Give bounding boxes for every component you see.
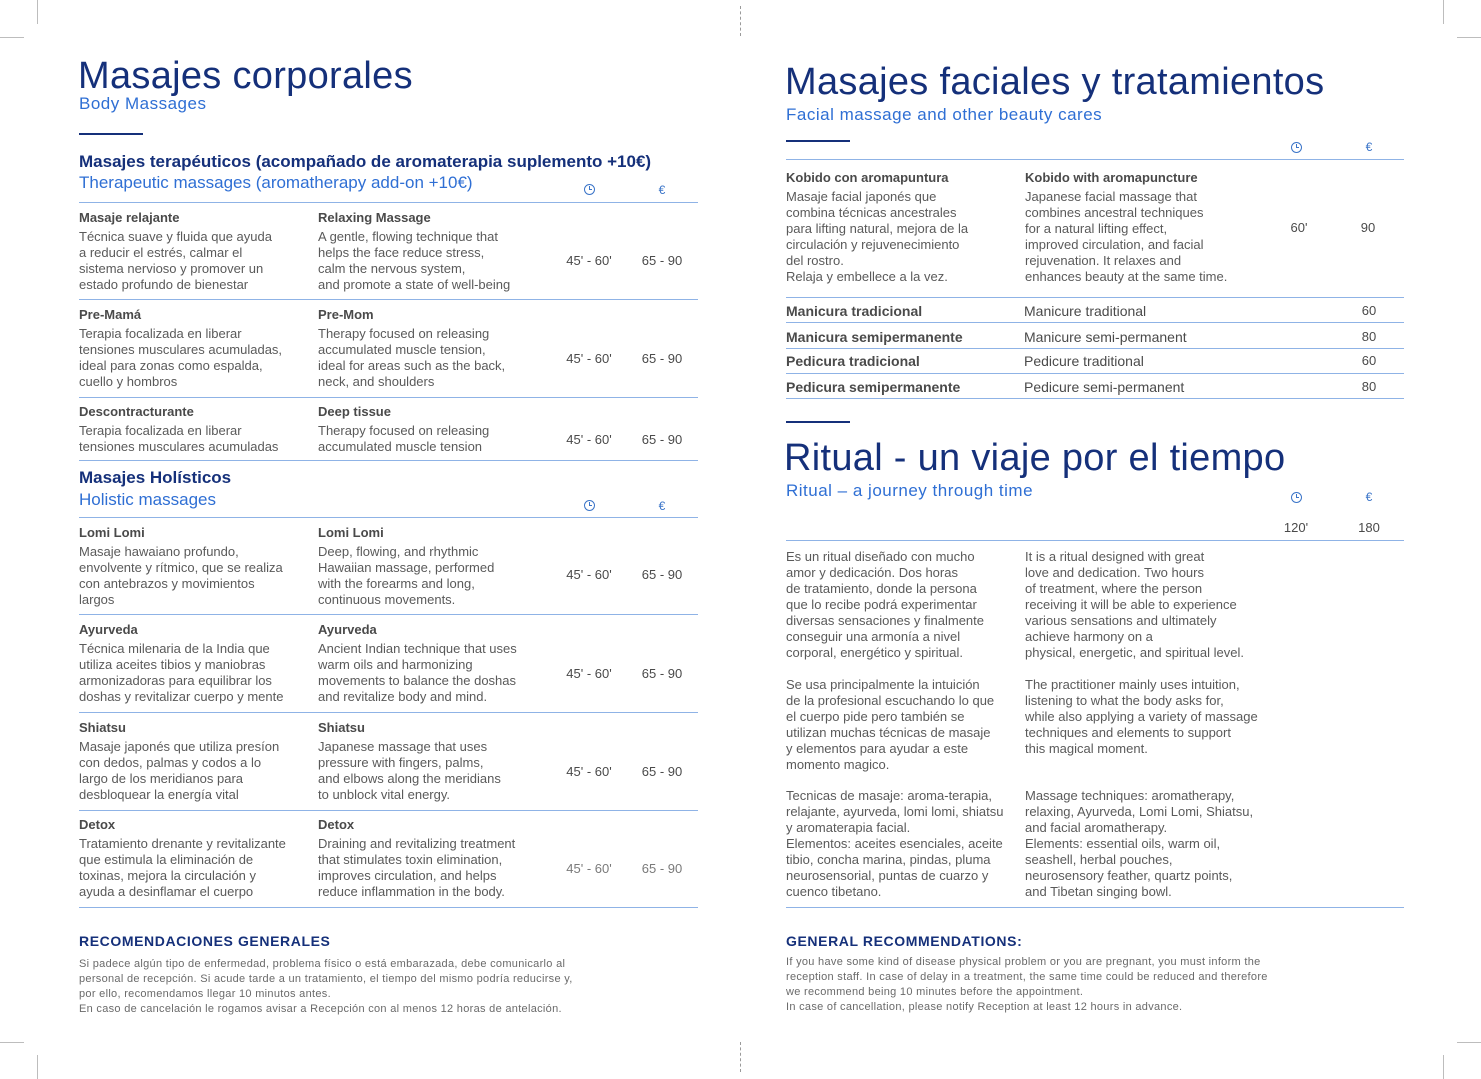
page-title: Masajes faciales y tratamientos bbox=[785, 61, 1325, 103]
item-name-en: Relaxing Massage bbox=[318, 210, 431, 225]
item-name-es: Masaje relajante bbox=[79, 210, 180, 225]
list-item bbox=[79, 307, 698, 397]
item-duration: 45' - 60' bbox=[566, 764, 612, 779]
divider bbox=[79, 712, 698, 713]
clock-icon bbox=[579, 500, 599, 514]
divider bbox=[79, 810, 698, 811]
divider bbox=[786, 322, 1404, 323]
list-item bbox=[79, 622, 698, 712]
euro-icon: € bbox=[1365, 140, 1373, 154]
clock-icon bbox=[1286, 492, 1306, 506]
item-name-en: Ayurveda bbox=[318, 622, 377, 637]
fold-mark bbox=[740, 6, 741, 36]
list-item bbox=[786, 348, 1404, 372]
list-item bbox=[786, 298, 1404, 322]
item-desc-en: A gentle, flowing technique that helps the face reduce stress, calm the nervous system, and promote a state of well-being bbox=[318, 229, 511, 292]
crop-mark bbox=[0, 1042, 24, 1043]
crop-mark bbox=[0, 37, 24, 38]
item-name-es: Pedicura tradicional bbox=[786, 353, 920, 369]
item-price: 80 bbox=[1361, 329, 1377, 344]
item-desc-es: Técnica suave y fluida que ayuda a reducir el estrés, calmar el sistema nervioso y promover un estado profundo de bienestar bbox=[79, 229, 272, 292]
item-name-es: Pre-Mamá bbox=[79, 307, 142, 322]
item-price: 65 - 90 bbox=[641, 351, 683, 366]
ritual-description-en: Massage techniques: aromatherapy, relaxing, Ayurveda, Lomi Lomi, Shiatsu, and facial aromatherapy. Elements: essential oils, warm oil, seashell, herbal pouches, neurosensory feather, quartz points, and Tibetan singing bowl. bbox=[1025, 788, 1254, 899]
item-price: 65 - 90 bbox=[641, 567, 683, 582]
ritual-description-en: The practitioner mainly uses intuition, listening to what the body asks for, while also applying a variety of massage techniques and elements to support this magical moment. bbox=[1025, 677, 1258, 756]
item-name-es: Shiatsu bbox=[79, 720, 126, 735]
divider bbox=[79, 907, 698, 908]
item-duration: 45' - 60' bbox=[566, 253, 612, 268]
item-name-en: Pre-Mom bbox=[318, 307, 374, 322]
recommendations-text: Si padece algún tipo de enfermedad, problema físico o está embarazada, debe comunicarlo al personal de recepción. Si acude tarde a un tratamiento, el tiempo del mismo podría reducirse y, por ello, recomendamos llegar 10 minutos antes. En caso de cancelación le rogamos avisar a Recepción con al menos 12 horas de antelación. bbox=[79, 958, 573, 1015]
item-name-en: Manicure traditional bbox=[1024, 303, 1147, 319]
item-price: 65 - 90 bbox=[641, 861, 683, 876]
item-price: 65 - 90 bbox=[641, 253, 683, 268]
list-item bbox=[79, 404, 698, 460]
recommendations-title: RECOMENDACIONES GENERALES bbox=[79, 933, 331, 949]
item-price: 65 - 90 bbox=[641, 432, 683, 447]
recommendations-text: If you have some kind of disease physical problem or you are pregnant, you must inform the reception staff. In case of delay in a treatment, the same time could be reduced and therefore we recommend being 10 minutes before the appointment. In case of cancellation, please notify Reception at least 12 hours in advance. bbox=[786, 956, 1268, 1013]
section-title: Masajes terapéuticos (acompañado de aromaterapia suplemento +10€) bbox=[79, 152, 652, 171]
section-subtitle: Holistic massages bbox=[79, 490, 216, 509]
item-name-en: Kobido with aromapuncture bbox=[1025, 170, 1198, 185]
accent-divider bbox=[79, 133, 143, 135]
ritual-description-es: Tecnicas de masaje: aroma-terapia, relajante, ayurveda, lomi lomi, shiatsu y aromaterapia facial. Elementos: aceites esenciales, aceite tibio, concha marina, pindas, pluma neurosensorial, puntas de cuarzo y cuenco tibetano. bbox=[786, 788, 1004, 899]
divider bbox=[79, 460, 698, 461]
list-item bbox=[79, 817, 698, 907]
item-desc-es: Tratamiento drenante y revitalizante que estimula la eliminación de toxinas, mejora la circulación y ayuda a desinflamar el cuerpo bbox=[79, 836, 286, 899]
list-item bbox=[79, 525, 698, 615]
item-desc-en: Therapy focused on releasing accumulated muscle tension, ideal for areas such as the back, neck, and shoulders bbox=[318, 326, 506, 389]
item-name-es: Pedicura semipermanente bbox=[786, 379, 961, 395]
recommendations-title: GENERAL RECOMMENDATIONS: bbox=[786, 933, 1023, 949]
item-desc-es: Terapia focalizada en liberar tensiones musculares acumuladas bbox=[79, 423, 279, 454]
item-duration: 45' - 60' bbox=[566, 351, 612, 366]
ritual-description-es: Se usa principalmente la intuición de la profesional escuchando lo que el cuerpo pide pero también se utilizan muchas técnicas de masaje y elementos para ayudar a este momento magico. bbox=[786, 677, 995, 772]
item-name-en: Pedicure traditional bbox=[1024, 353, 1144, 369]
euro-icon: € bbox=[658, 183, 666, 197]
item-name-es: Descontracturante bbox=[79, 404, 194, 419]
crop-mark bbox=[1457, 37, 1481, 38]
item-duration: 60' bbox=[1290, 220, 1308, 235]
list-item bbox=[79, 720, 698, 810]
clock-icon bbox=[579, 184, 599, 198]
ritual-description-es: Es un ritual diseñado con mucho amor y dedicación. Dos horas de tratamiento, donde la persona que lo recibe podrá experimentar diversas sensaciones y finalmente conseguir una armonía a nivel corporal, energético y spiritual. bbox=[786, 549, 984, 660]
ritual-title: Ritual - un viaje por el tiempo bbox=[784, 437, 1286, 479]
clock-icon bbox=[1286, 142, 1306, 156]
item-name-en: Detox bbox=[318, 817, 355, 832]
divider bbox=[786, 398, 1404, 399]
crop-mark bbox=[1443, 0, 1444, 24]
item-name-en: Pedicure semi-permanent bbox=[1024, 379, 1185, 395]
accent-divider bbox=[786, 140, 850, 142]
item-name-es: Manicura tradicional bbox=[786, 303, 923, 319]
item-name-es: Detox bbox=[79, 817, 116, 832]
section-subtitle: Therapeutic massages (aromatherapy add-on +10€) bbox=[79, 173, 473, 192]
page-title: Masajes corporales bbox=[78, 55, 413, 97]
divider bbox=[786, 540, 1404, 541]
divider bbox=[79, 397, 698, 398]
item-desc-en: Ancient Indian technique that uses warm oils and harmonizing movements to balance the doshas and revitalize body and mind. bbox=[318, 641, 517, 704]
page-subtitle: Facial massage and other beauty cares bbox=[786, 105, 1103, 124]
list-item bbox=[786, 170, 1404, 296]
crop-mark bbox=[37, 1055, 38, 1079]
divider bbox=[79, 614, 698, 615]
item-price: 60 bbox=[1361, 353, 1377, 368]
crop-mark bbox=[37, 0, 38, 24]
item-price: 80 bbox=[1361, 379, 1377, 394]
item-price: 90 bbox=[1360, 220, 1376, 235]
list-item bbox=[786, 324, 1404, 348]
divider bbox=[79, 517, 698, 518]
item-desc-en: Therapy focused on releasing accumulated muscle tension bbox=[318, 423, 490, 454]
item-desc-en: Japanese facial massage that combines ancestral techniques for a natural lifting effect, improved circulation, and facial rejuvenation. It relaxes and enhances beauty at the same time. bbox=[1025, 189, 1228, 284]
item-name-es: Manicura semipermanente bbox=[786, 329, 963, 345]
item-desc-es: Terapia focalizada en liberar tensiones musculares acumuladas, ideal para zonas como espalda, cuello y hombros bbox=[79, 326, 283, 389]
euro-icon: € bbox=[658, 499, 666, 513]
crop-mark bbox=[1443, 1055, 1444, 1079]
item-desc-es: Masaje hawaiano profundo, envolvente y rítmico, que se realiza con antebrazos y movimientos largos bbox=[79, 544, 283, 607]
accent-divider bbox=[786, 421, 850, 423]
item-desc-es: Técnica milenaria de la India que utiliza aceites tibios y maniobras armonizadoras para equilibrar los doshas y revitalizar cuerpo y mente bbox=[79, 641, 284, 704]
item-name-en: Shiatsu bbox=[318, 720, 365, 735]
item-desc-en: Deep, flowing, and rhythmic Hawaiian massage, performed with the forearms and long, continuous movements. bbox=[318, 544, 495, 607]
item-price: 65 - 90 bbox=[641, 666, 683, 681]
item-name-en: Lomi Lomi bbox=[318, 525, 384, 540]
divider bbox=[786, 907, 1404, 908]
item-duration: 45' - 60' bbox=[566, 861, 612, 876]
section-title: Masajes Holísticos bbox=[79, 468, 232, 487]
item-name-en: Manicure semi-permanent bbox=[1024, 329, 1187, 345]
item-duration: 45' - 60' bbox=[566, 567, 612, 582]
list-item bbox=[786, 374, 1404, 398]
ritual-description-en: It is a ritual designed with great love and dedication. Two hours of treatment, where the person receiving it will be able to experience various sensations and ultimately achieve harmony on a physical, energetic, and spiritual level. bbox=[1025, 549, 1244, 660]
divider bbox=[79, 299, 698, 300]
item-name-es: Ayurveda bbox=[79, 622, 138, 637]
item-name-en: Deep tissue bbox=[318, 404, 391, 419]
item-name-es: Kobido con aromapuntura bbox=[786, 170, 949, 185]
fold-mark bbox=[740, 1042, 741, 1072]
crop-mark bbox=[1457, 1042, 1481, 1043]
ritual-subtitle: Ritual – a journey through time bbox=[786, 481, 1034, 500]
item-duration: 45' - 60' bbox=[566, 666, 612, 681]
item-price: 65 - 90 bbox=[641, 764, 683, 779]
ritual-price: 180 bbox=[1358, 520, 1380, 535]
item-desc-en: Japanese massage that uses pressure with fingers, palms, and elbows along the meridians to unblock vital energy. bbox=[318, 739, 501, 802]
item-name-es: Lomi Lomi bbox=[79, 525, 145, 540]
item-desc-es: Masaje japonés que utiliza presíon con dedos, palmas y codos a lo largo de los meridianos para desbloquear la energía vital bbox=[79, 739, 280, 802]
page-subtitle: Body Massages bbox=[79, 94, 207, 113]
item-desc-es: Masaje facial japonés que combina técnicas ancestrales para lifting natural, mejora de la circulación y rejuvenecimiento del rostro. Relaja y embellece a la vez. bbox=[786, 189, 969, 284]
item-duration: 45' - 60' bbox=[566, 432, 612, 447]
item-desc-en: Draining and revitalizing treatment that stimulates toxin elimination, improves circulation, and helps reduce inflammation in the body. bbox=[318, 836, 516, 899]
item-price: 60 bbox=[1361, 303, 1377, 318]
ritual-duration: 120' bbox=[1283, 520, 1309, 535]
euro-icon: € bbox=[1365, 490, 1373, 504]
divider bbox=[79, 202, 698, 203]
list-item bbox=[79, 210, 698, 300]
divider bbox=[786, 159, 1404, 160]
